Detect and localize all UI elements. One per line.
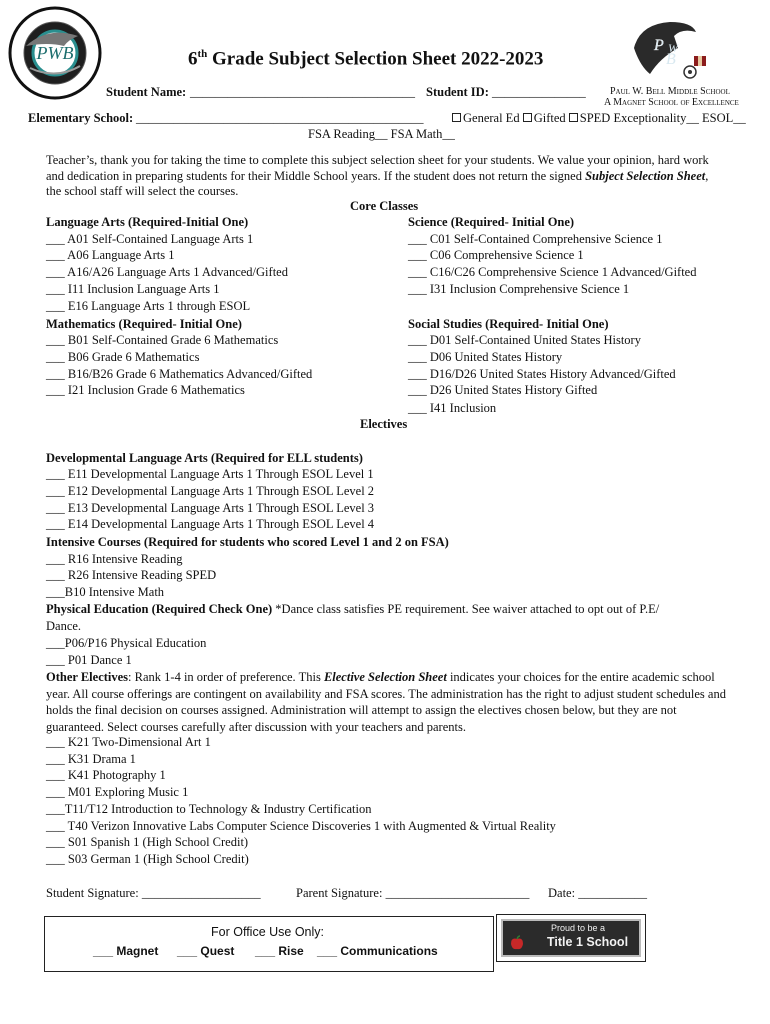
course-option[interactable]: ___ C01 Self-Contained Comprehensive Science 1 bbox=[408, 232, 663, 246]
gifted-checkbox[interactable] bbox=[523, 113, 532, 122]
general-ed-checkbox[interactable] bbox=[452, 113, 461, 122]
course-option[interactable]: ___ B16/B26 Grade 6 Mathematics Advanced/Gifted bbox=[46, 367, 313, 381]
course-option[interactable]: ___T11/T12 Introduction to Technology & Industry Certification bbox=[46, 802, 372, 816]
course-option[interactable]: ___ R26 Intensive Reading SPED bbox=[46, 568, 217, 582]
section-heading: Language Arts (Required-Initial One) bbox=[46, 215, 249, 229]
program-options bbox=[452, 110, 746, 126]
elementary-school-field[interactable]: ______________________________________________ bbox=[136, 111, 424, 125]
svg-text:PWB: PWB bbox=[36, 43, 74, 63]
badge-line2: Title 1 School bbox=[547, 935, 629, 949]
school-name-line2: A Magnet School of Excellence bbox=[604, 97, 739, 108]
course-option[interactable]: ___ T40 Verizon Innovative Labs Computer Science Discoveries 1 with Augmented & Virtual Reality bbox=[46, 819, 556, 833]
section-heading: Science (Required- Initial One) bbox=[408, 215, 575, 229]
course-option[interactable]: ___ A16/A26 Language Arts 1 Advanced/Gifted bbox=[46, 265, 288, 279]
student-id-label: Student ID: bbox=[426, 85, 489, 99]
course-option[interactable]: ___ B01 Self-Contained Grade 6 Mathematics bbox=[46, 333, 279, 347]
course-option[interactable]: ___ E14 Developmental Language Arts 1 Through ESOL Level 4 bbox=[46, 517, 375, 531]
badge-line1: Proud to be a bbox=[551, 923, 606, 933]
course-option[interactable]: ___ I11 Inclusion Language Arts 1 bbox=[46, 282, 220, 296]
school-logo-right bbox=[630, 18, 710, 80]
student-name-field[interactable]: ____________________________________ bbox=[190, 85, 415, 99]
office-magnet[interactable]: ___ Magnet bbox=[93, 944, 159, 958]
course-option[interactable]: ___ E16 Language Arts 1 through ESOL bbox=[46, 299, 251, 313]
course-option[interactable]: ___ D26 United States History Gifted bbox=[408, 383, 598, 397]
course-option[interactable]: ___ A06 Language Arts 1 bbox=[46, 248, 175, 262]
course-option[interactable]: ___ K31 Drama 1 bbox=[46, 752, 136, 766]
course-option[interactable]: ___ K21 Two-Dimensional Art 1 bbox=[46, 735, 211, 749]
office-use-box bbox=[44, 916, 494, 972]
course-option[interactable]: ___ C06 Comprehensive Science 1 bbox=[408, 248, 584, 262]
course-option[interactable]: ___ M01 Exploring Music 1 bbox=[46, 785, 189, 799]
course-option[interactable]: ___ B06 Grade 6 Mathematics bbox=[46, 350, 200, 364]
pe-note-continued: Dance. bbox=[46, 619, 82, 633]
course-option[interactable]: ___ R16 Intensive Reading bbox=[46, 552, 183, 566]
course-option[interactable]: ___B10 Intensive Math bbox=[46, 585, 165, 599]
course-option[interactable]: ___ S01 Spanish 1 (High School Credit) bbox=[46, 835, 249, 849]
chalkboard bbox=[501, 919, 641, 957]
course-option[interactable]: ___ D06 United States History bbox=[408, 350, 563, 364]
section-heading: Intensive Courses (Required for students who scored Level 1 and 2 on FSA) bbox=[46, 535, 449, 549]
pe-heading-line bbox=[46, 601, 659, 617]
page-title: 6th Grade Subject Selection Sheet 2022-2023 bbox=[188, 48, 544, 70]
course-option[interactable]: ___P06/P16 Physical Education bbox=[46, 636, 207, 650]
course-option[interactable]: ___ I31 Inclusion Comprehensive Science 1 bbox=[408, 282, 630, 296]
school-seal-logo bbox=[8, 6, 102, 100]
course-option[interactable]: ___ K41 Photography 1 bbox=[46, 768, 166, 782]
office-use-title: For Office Use Only: bbox=[211, 925, 324, 939]
svg-text:W: W bbox=[668, 41, 678, 55]
office-communications[interactable]: ___ Communications bbox=[317, 944, 438, 958]
parent-signature-field[interactable]: Parent Signature: _______________________ bbox=[296, 886, 530, 900]
course-option[interactable]: ___ C16/C26 Comprehensive Science 1 Advanced/Gifted bbox=[408, 265, 697, 279]
course-option[interactable]: ___ E12 Developmental Language Arts 1 Through ESOL Level 2 bbox=[46, 484, 375, 498]
course-option[interactable]: ___ I41 Inclusion bbox=[408, 401, 497, 415]
gifted-label: Gifted bbox=[533, 111, 566, 125]
fsa-scores-line: FSA Reading__ FSA Math__ bbox=[308, 127, 455, 141]
exceptionality-esol-label: Exceptionality__ ESOL__ bbox=[610, 111, 746, 125]
pe-note: *Dance class satisfies PE requirement. See waiver attached to opt out of P.E/ bbox=[272, 602, 660, 616]
section-heading: Social Studies (Required- Initial One) bbox=[408, 317, 609, 331]
course-option[interactable]: ___ P01 Dance 1 bbox=[46, 653, 132, 667]
electives-heading: Electives bbox=[360, 417, 408, 431]
school-name-line1: Paul W. Bell Middle School bbox=[610, 86, 730, 97]
section-heading: Other Electives bbox=[46, 670, 129, 684]
section-heading: Mathematics (Required- Initial One) bbox=[46, 317, 242, 331]
date-field[interactable]: Date: ___________ bbox=[548, 886, 647, 900]
core-classes-heading: Core Classes bbox=[350, 199, 419, 213]
course-option[interactable]: ___ I21 Inclusion Grade 6 Mathematics bbox=[46, 383, 245, 397]
student-name-label: Student Name: bbox=[106, 85, 187, 99]
elementary-school-label: Elementary School: bbox=[28, 111, 134, 125]
sped-label: SPED bbox=[579, 111, 611, 125]
student-signature-field[interactable]: Student Signature: ___________________ bbox=[46, 886, 261, 900]
course-option[interactable]: ___ E11 Developmental Language Arts 1 Through ESOL Level 1 bbox=[46, 467, 374, 481]
course-option[interactable]: ___ E13 Developmental Language Arts 1 Through ESOL Level 3 bbox=[46, 501, 375, 515]
course-option[interactable]: ___ D01 Self-Contained United States History bbox=[408, 333, 641, 347]
course-option[interactable]: ___ A01 Self-Contained Language Arts 1 bbox=[46, 232, 254, 246]
title1-badge bbox=[496, 914, 646, 962]
course-option[interactable]: ___ D16/D26 United States History Advanced/Gifted bbox=[408, 367, 676, 381]
other-electives-paragraph: Other Electives: Rank 1-4 in order of preference. This Elective Selection Sheet indicates your choices for the entire academic school year. All course offerings are contingent on availability and FSA scores. The administration has the right to adjust student schedules and holds the final decision on courses assigned. Administration will attempt to assign the electives chosen below, but they are not guaranteed. Select courses carefully after discussion with your teachers and parents. bbox=[46, 670, 726, 734]
office-quest[interactable]: ___ Quest bbox=[177, 944, 235, 958]
section-heading: Physical Education (Required Check One) bbox=[46, 602, 273, 616]
intro-paragraph: Teacher’s, thank you for taking the time to complete this subject selection sheet for your students. We value your opinion, hard work and dedication in preparing students for their Middle School years. If the student does not return the signed Subject Selection Sheet, the school staff will select the courses. bbox=[46, 153, 709, 198]
svg-text:P: P bbox=[654, 37, 664, 54]
sped-checkbox[interactable] bbox=[569, 113, 578, 122]
svg-text:B: B bbox=[666, 51, 676, 68]
course-option[interactable]: ___ S03 German 1 (High School Credit) bbox=[46, 852, 249, 866]
office-rise[interactable]: ___ Rise bbox=[255, 944, 304, 958]
apple-icon bbox=[509, 935, 525, 956]
general-ed-label: General Ed bbox=[463, 111, 520, 125]
student-id-field[interactable]: _______________ bbox=[492, 85, 586, 99]
section-heading: Developmental Language Arts (Required for ELL students) bbox=[46, 451, 363, 465]
